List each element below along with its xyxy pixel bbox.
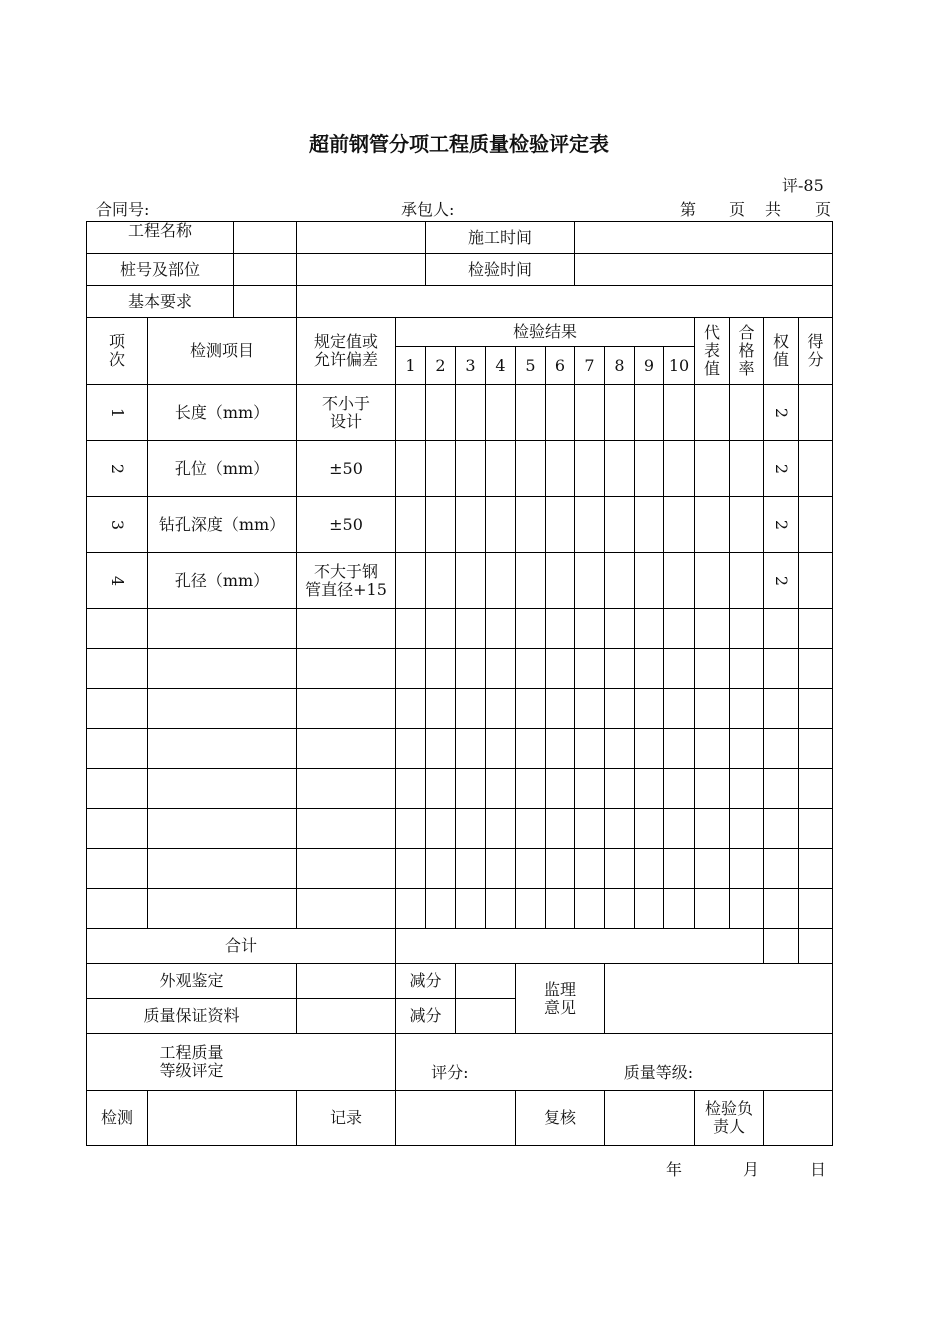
station-row — [87, 254, 833, 286]
row-1-spec-line2: 设计 — [329, 411, 362, 431]
deduct-label-1: 减分 — [396, 964, 456, 999]
grade-label: 质量等级: — [623, 1063, 694, 1082]
row-3-no: 3 — [108, 519, 127, 530]
spec-header-line1: 规定值或 — [313, 332, 378, 351]
item-no-header-line2: 次 — [108, 350, 125, 369]
deduct-label-2: 减分 — [396, 999, 456, 1034]
score-label: 评分: — [431, 1063, 469, 1082]
result-col-3: 3 — [456, 347, 486, 385]
weight-header-line1: 权 — [773, 332, 790, 351]
date-year: 年 — [666, 1160, 683, 1179]
review-label: 复核 — [516, 1091, 605, 1146]
station-part-value[interactable] — [233, 254, 296, 285]
row-1-item: 长度（mm） — [148, 385, 297, 441]
appearance-row — [87, 964, 833, 999]
row-2-spec-line1: ±50 — [329, 458, 363, 478]
page-gong: 共 — [765, 200, 782, 219]
review-value[interactable] — [605, 1091, 695, 1146]
deduct-value-2[interactable] — [456, 999, 516, 1034]
total-score[interactable] — [799, 929, 833, 964]
appearance-label: 外观鉴定 — [87, 964, 297, 999]
item-no-header-line1: 项 — [108, 332, 125, 351]
quality-docs-value[interactable] — [297, 999, 396, 1034]
basic-requirements-label: 基本要求 — [127, 292, 192, 311]
row-2-item: 孔位（mm） — [148, 441, 297, 497]
appearance-value[interactable] — [297, 964, 396, 999]
construction-time-label: 施工时间 — [426, 222, 575, 254]
spec-header-line2: 允许偏差 — [313, 350, 378, 369]
check-item-header: 检测项目 — [148, 318, 297, 385]
result-col-5: 5 — [516, 347, 546, 385]
project-name-label: 工程名称 — [127, 221, 192, 240]
inspect-label: 检测 — [87, 1091, 148, 1146]
page-ye-1: 页 — [729, 200, 746, 219]
row-4-weight: 2 — [772, 575, 792, 586]
total-label: 合计 — [87, 929, 396, 964]
empty-row — [87, 849, 833, 889]
result-col-7: 7 — [575, 347, 605, 385]
basic-requirements-value-ext[interactable] — [297, 286, 833, 318]
quality-docs-label: 质量保证资料 — [87, 999, 297, 1034]
row-2-spec — [297, 441, 396, 497]
contractor-label: 承包人: — [401, 200, 455, 219]
table-row — [87, 553, 833, 609]
pass-header-line1: 合 — [738, 323, 755, 342]
contract-no-label: 合同号: — [96, 200, 150, 219]
weight-header — [764, 318, 799, 385]
responsible-label — [695, 1091, 764, 1146]
page-title: 超前钢管分项工程质量检验评定表 — [309, 132, 609, 156]
station-part-label: 桩号及部位 — [119, 260, 200, 279]
rep-header-line2: 表 — [704, 341, 721, 360]
result-col-9: 9 — [635, 347, 664, 385]
row-3-item: 钻孔深度（mm） — [148, 497, 297, 553]
page-ye-2: 页 — [815, 200, 832, 219]
empty-row — [87, 809, 833, 849]
score-header — [799, 318, 833, 385]
result-col-2: 2 — [426, 347, 456, 385]
evaluation-table — [86, 221, 833, 1146]
table-row — [87, 385, 833, 441]
row-2-no: 2 — [108, 463, 127, 474]
weight-header-line2: 值 — [773, 350, 790, 369]
empty-row — [87, 609, 833, 649]
column-header-row-1 — [87, 318, 833, 347]
project-name-value-ext[interactable] — [297, 222, 426, 254]
date-month: 月 — [743, 1160, 760, 1179]
total-row — [87, 929, 833, 964]
row-1-weight: 2 — [772, 407, 792, 418]
construction-time-value[interactable] — [575, 222, 833, 254]
row-4-spec-line2: 管直径+15 — [305, 579, 387, 599]
supervision-line1: 监理 — [544, 979, 577, 999]
project-name-row — [87, 222, 833, 254]
responsible-line1: 检验负 — [705, 1099, 754, 1118]
responsible-value[interactable] — [764, 1091, 833, 1146]
spec-header — [297, 318, 396, 385]
total-value[interactable] — [396, 929, 764, 964]
empty-row — [87, 689, 833, 729]
inspect-value[interactable] — [148, 1091, 297, 1146]
result-col-8: 8 — [605, 347, 635, 385]
responsible-line2: 责人 — [713, 1117, 746, 1136]
basic-requirements-value[interactable] — [233, 286, 296, 317]
pass-header-line3: 率 — [738, 359, 755, 378]
rep-header-line3: 值 — [704, 359, 721, 378]
supervision-line2: 意见 — [544, 997, 577, 1017]
rep-value-header — [695, 318, 730, 385]
form-code: 评-85 — [782, 176, 824, 195]
item-no-header — [87, 318, 148, 385]
grade-eval-label — [87, 1034, 396, 1091]
empty-row — [87, 729, 833, 769]
row-4-no: 4 — [108, 575, 127, 586]
table-row — [87, 441, 833, 497]
empty-row — [87, 649, 833, 689]
date-day: 日 — [810, 1160, 827, 1179]
empty-row — [87, 769, 833, 809]
project-name-value[interactable] — [233, 222, 296, 253]
grade-eval-line2: 等级评定 — [159, 1061, 224, 1080]
total-weight[interactable] — [764, 929, 799, 964]
supervision-value[interactable] — [605, 964, 833, 1034]
row-3-weight: 2 — [772, 519, 792, 530]
pass-header-line2: 格 — [738, 341, 755, 360]
grade-eval-value[interactable] — [396, 1034, 833, 1091]
result-col-6: 6 — [546, 347, 575, 385]
page-di: 第 — [680, 200, 697, 219]
pass-rate-header — [730, 318, 764, 385]
result-col-4: 4 — [486, 347, 516, 385]
supervision-label — [516, 964, 605, 1034]
row-4-item: 孔径（mm） — [148, 553, 297, 609]
score-header-line2: 分 — [807, 350, 824, 369]
result-col-10: 10 — [664, 347, 695, 385]
record-label: 记录 — [297, 1091, 396, 1146]
row-4-spec — [297, 553, 396, 609]
signature-row — [87, 1091, 833, 1146]
grade-row — [87, 1034, 833, 1091]
score-header-line1: 得 — [807, 332, 824, 351]
deduct-value-1[interactable] — [456, 964, 516, 999]
rep-header-line1: 代 — [704, 323, 721, 342]
row-1-spec — [297, 385, 396, 441]
row-3-spec-line1: ±50 — [329, 514, 363, 534]
basic-req-row — [87, 286, 833, 318]
row-4-spec-line1: 不大于钢 — [313, 561, 378, 581]
inspection-time-value[interactable] — [575, 254, 833, 286]
row-3-spec — [297, 497, 396, 553]
table-row — [87, 497, 833, 553]
row-1-no: 1 — [108, 407, 127, 418]
record-value[interactable] — [396, 1091, 516, 1146]
empty-row — [87, 889, 833, 929]
results-header: 检验结果 — [396, 318, 695, 347]
grade-eval-line1: 工程质量 — [159, 1043, 224, 1062]
row-2-weight: 2 — [772, 463, 792, 474]
result-col-1: 1 — [396, 347, 426, 385]
inspection-time-label: 检验时间 — [426, 254, 575, 286]
row-1-spec-line1: 不小于 — [321, 393, 370, 413]
station-part-value-ext[interactable] — [297, 254, 426, 286]
